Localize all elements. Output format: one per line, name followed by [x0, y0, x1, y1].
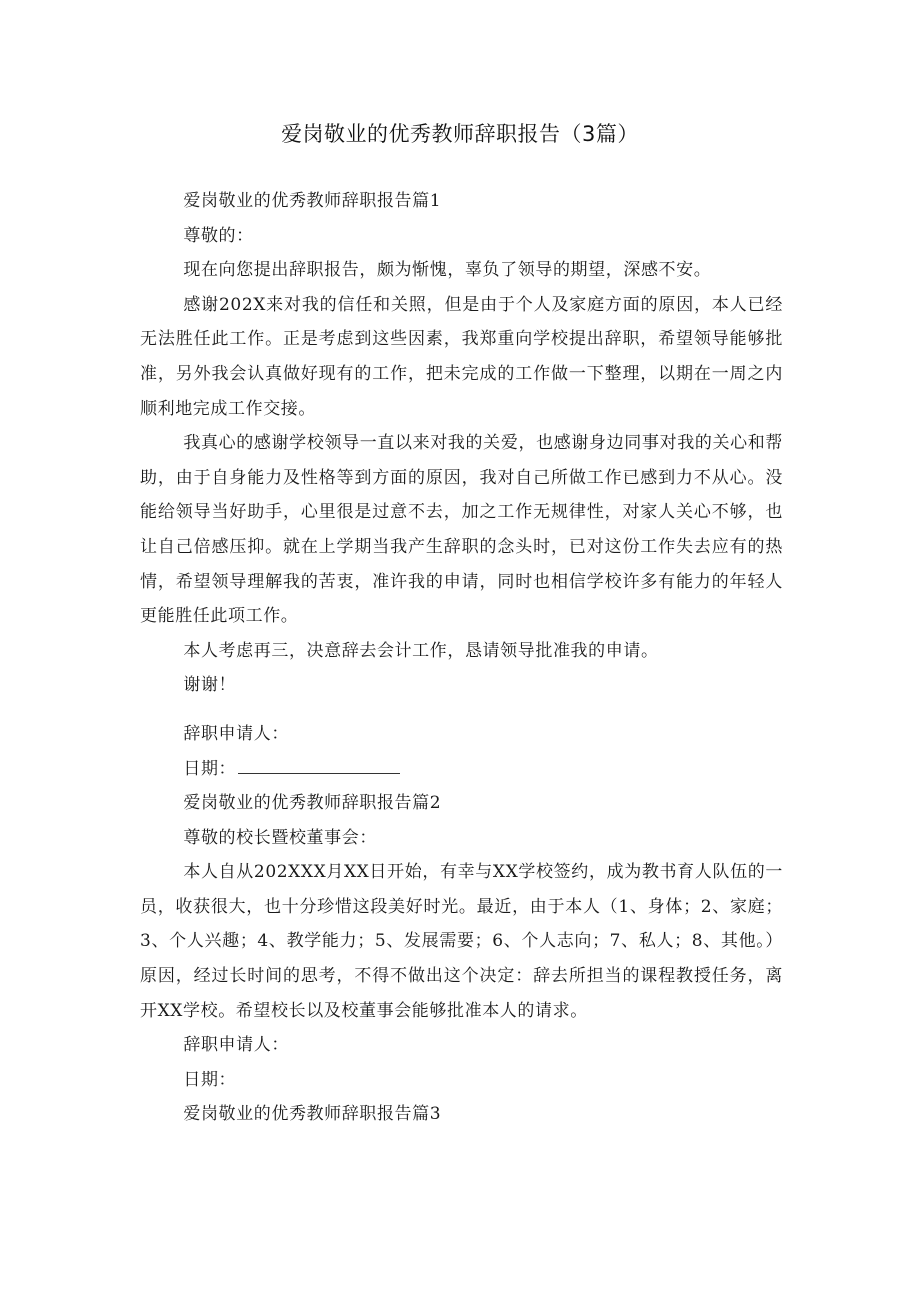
document-title: 爱岗敬业的优秀教师辞职报告（3篇）	[281, 122, 639, 146]
date-blank-underline	[238, 757, 400, 774]
section1-heading: 爱岗敬业的优秀教师辞职报告篇1	[183, 191, 442, 211]
section1-paragraph-2: 感谢202X来对我的信任和关照，但是由于个人及家庭方面的原因，本人已经无法胜任此工作。正是考虑到这些因素，我郑重向学校提出辞职，希望领导能够批准，另外我会认真做好现有的工作，把未完成的工作做一下整理，以期在一周之内顺利地完成工作交接。	[140, 294, 783, 419]
section2-greeting: 尊敬的校长暨校董事会：	[183, 827, 377, 848]
section1-date-line	[140, 752, 783, 787]
section2-applicant: 辞职申请人：	[183, 1035, 289, 1056]
section2-paragraph-1: 本人自从202XXX月XX日开始，有幸与XX学校签约，成为教书育人队伍的一员，收获很大，也十分珍惜这段美好时光。最近，由于本人（1、身体；2、家庭；3、个人兴趣；4、教学能力；5、发展需要；6、个人志向；7、私人；8、其他。）原因，经过长时间的思考，不得不做出这个决定：辞去所担当的课程教授任务，离开XX学校。希望校长以及校董事会能够批准本人的请求。	[140, 862, 783, 1021]
section1-applicant: 辞职申请人：	[183, 723, 289, 744]
section1-paragraph-3: 我真心的感谢学校领导一直以来对我的关爱，也感谢身边同事对我的关心和帮助，由于自身能力及性格等到方面的原因，我对自己所做工作已感到力不从心。没能给领导当好助手，心里很是过意不去，加之工作无规律性，对家人关心不够，也让自己倍感压抑。就在上学期当我产生辞职的念头时，已对这份工作失去应有的热情，希望领导理解我的苦衷，准许我的申请，同时也相信学校许多有能力的年轻人更能胜任此项工作。	[140, 433, 783, 627]
document-body	[140, 184, 783, 1132]
section1-thanks: 谢谢！	[183, 675, 237, 696]
section1-date-label: 日期：	[183, 758, 237, 779]
section1-greeting: 尊敬的：	[183, 225, 254, 246]
section1-paragraph-4: 本人考虑再三，决意辞去会计工作，恳请领导批准我的申请。	[183, 640, 659, 661]
section3-heading: 爱岗敬业的优秀教师辞职报告篇3	[183, 1104, 442, 1125]
section2-heading: 爱岗敬业的优秀教师辞职报告篇2	[183, 793, 442, 814]
section2-date: 日期：	[183, 1069, 237, 1090]
section1-paragraph-1: 现在向您提出辞职报告，颇为惭愧，辜负了领导的期望，深感不安。	[183, 260, 712, 281]
